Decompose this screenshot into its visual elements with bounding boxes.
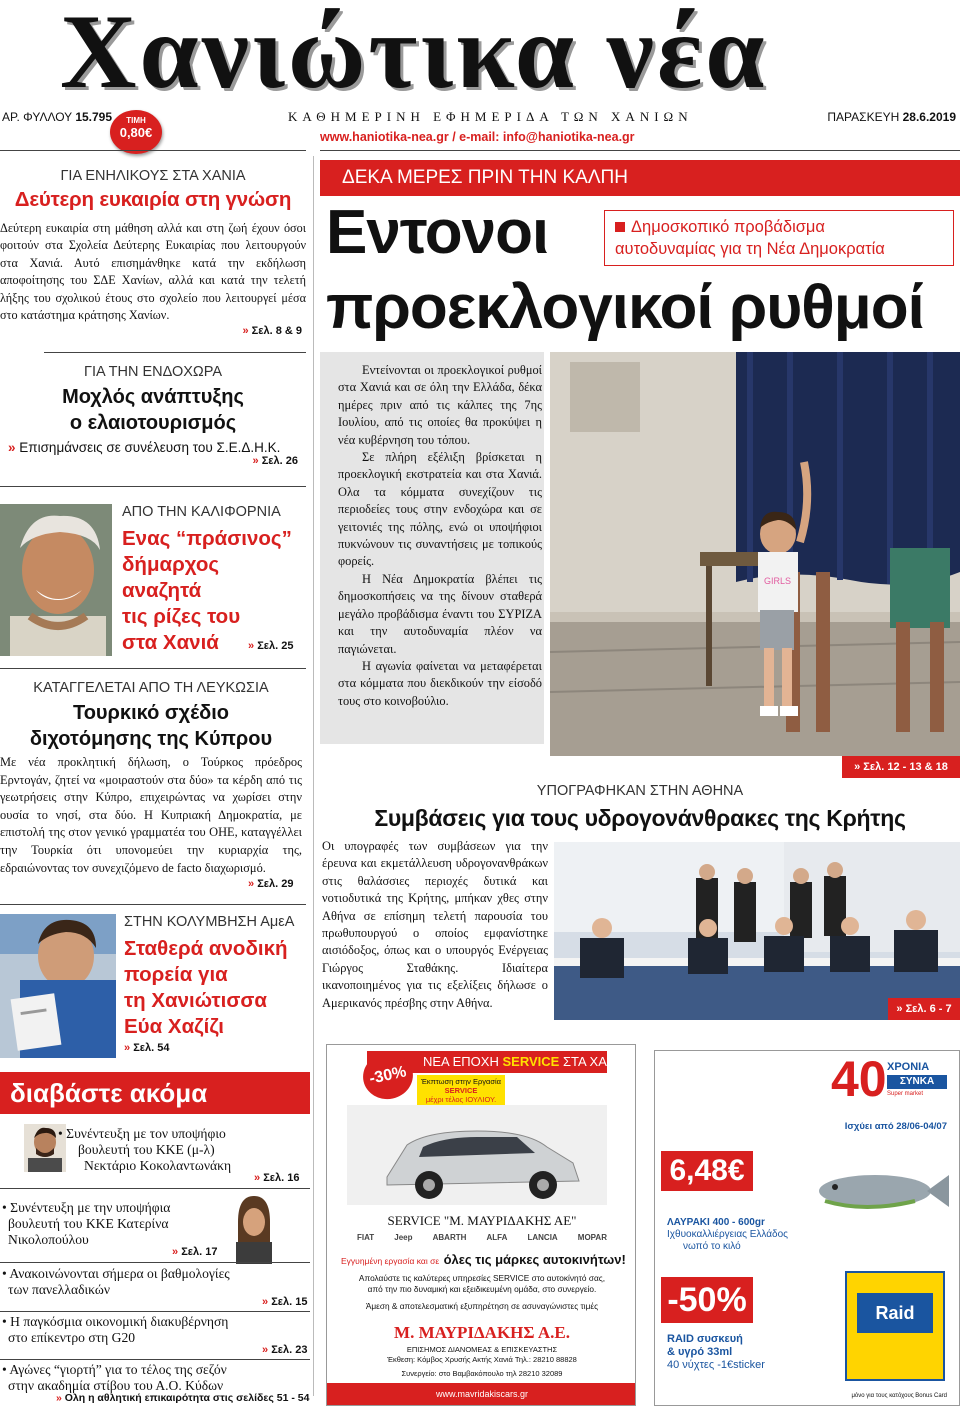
title-line: διχοτόμησης της Κύπρου	[29, 728, 273, 750]
guarantee-pre: Εγγυημένη εργασία και σε	[341, 1256, 440, 1266]
guarantee-big: όλες τις μάρκες αυτοκινήτων!	[443, 1252, 626, 1267]
brand-alfa: ALFA	[486, 1233, 508, 1242]
item-line: βουλευτή του ΚΚΕ (μ-λ)	[78, 1142, 215, 1157]
desc-line: & υγρό 33ml	[667, 1346, 733, 1358]
page-ref[interactable]: » Ολη η αθλητική επικαιρότητα στις σελίδες 51 - 54	[56, 1392, 310, 1404]
ad-synka[interactable]	[654, 1050, 960, 1406]
page-ref[interactable]: » Σελ. 17	[172, 1246, 218, 1258]
item-line: • Αγώνες “γιορτή” για το τέλος της σεζόν	[2, 1362, 227, 1377]
read-more-header	[0, 1072, 310, 1114]
page-ref[interactable]: » Σελ. 29	[248, 878, 294, 890]
item-line: βουλευτή του ΚΚΕ Κατερίνα	[8, 1216, 169, 1231]
price-seabass: 6,48€	[661, 1151, 753, 1191]
synka-logo: ΣΥΝΚΑ	[887, 1075, 947, 1089]
issue-label: ΑΡ. ΦΥΛΛΟΥ	[2, 110, 72, 124]
divider	[0, 1311, 310, 1312]
article-title	[0, 700, 302, 752]
read-more-title: διαβάστε ακόμα	[10, 1078, 208, 1108]
masthead-title: Χανιώτικα νέα	[60, 0, 768, 110]
divider	[0, 1359, 310, 1360]
svg-text:GIRLS: GIRLS	[764, 576, 792, 586]
article-kicker: ΚΑΤΑΓΓΕΛΕΤΑΙ ΑΠΟ ΤΗ ΛΕΥΚΩΣΙΑ	[33, 680, 269, 696]
item-line: στην ακαδημία στίβου του Α.Ο. Κύδων	[8, 1378, 224, 1393]
desc-line: ΛΑΥΡΑΚΙ 400 - 600gr	[667, 1217, 765, 1228]
page-ref-text: Σελ. 26	[261, 455, 298, 467]
article-second-chance[interactable]	[0, 160, 306, 337]
page-ref[interactable]: » Σελ. 26	[252, 455, 298, 467]
divider	[0, 1188, 310, 1189]
ad-description	[327, 1273, 636, 1312]
poll-text: Δημοσκοπικό προβάδισμα	[631, 218, 825, 236]
banner-pre: ΝΕΑ ΕΠΟΧΗ	[423, 1054, 499, 1069]
signing-ceremony-illustration	[554, 842, 960, 1020]
item-line: στο επίκεντρο στη G20	[8, 1330, 136, 1345]
title-line: Τουρκικό σχέδιο	[72, 702, 230, 724]
brand-logos	[357, 1233, 607, 1242]
divider	[0, 668, 306, 669]
read-more-item[interactable]	[2, 1362, 312, 1394]
article-cyprus[interactable]	[0, 676, 302, 877]
page-ref-text: Σελ. 8 & 9	[251, 325, 302, 338]
divider	[320, 150, 960, 151]
page-ref[interactable]: » Σελ. 16	[254, 1172, 300, 1184]
page-ref-text: Σελ. 54	[133, 1042, 170, 1054]
note-line: μέχρι τέλος ΙΟΥΛΙΟΥ.	[425, 1095, 497, 1104]
article-title: Δεύτερη ευκαιρία στη γνώση	[14, 188, 292, 211]
candidate-female-photo	[226, 1192, 282, 1264]
main-paragraph: Εντείνονται οι προεκλογικοί ρυθμοί στα Χανιά και σε όλη την Ελλάδα, δέκα ημέρες πριν από τις κάλπες της 7ης Ιουλίου, από τις οποίες θα προκύψει η νέα κυβέρνηση του τόπου.	[338, 363, 542, 447]
page-ref-text: Σελ. 12 - 13 & 18	[863, 761, 948, 773]
item-line: Νικολοπούλου	[8, 1232, 89, 1247]
article-kicker: ΓΙΑ ΕΝΗΛΙΚΟΥΣ ΣΤΑ ΧΑΝΙΑ	[60, 168, 246, 184]
item-line: Νεκτάριο Κοκολαντωνάκη	[84, 1158, 232, 1173]
article-body: Οι υπογραφές των συμβάσεων για την έρευνα και εκμετάλλευση υδρογονανθράκων στις θαλάσσιες περιοχές δυτικά και νοτιοδυτικά της Κρήτης, μπήκαν χθες στην Αθήνα σε επίσημη τελετή παρουσία του πρωθυπουργού ο οποίος εμφανίστηκε αισιόδοξος, όπως και ο υπουργός Ενέργειας Γιώργος Σταθάκης. Ιδιαίτερα ικανοποιημένος για τις εξελίξεις δήλωσε ο Αμερικανός πρέσβης στην Αθήνα.	[322, 839, 548, 1010]
issue-number	[2, 110, 112, 124]
subtitle-text: Επισημάνσεις σε συνέλευση του Σ.Ε.Δ.Η.Κ.	[19, 440, 281, 455]
mayor-portrait-illustration	[0, 504, 112, 656]
item-line: • Συνέντευξη με την υποψήφια	[2, 1200, 171, 1215]
title-line: αναζητά	[122, 579, 202, 602]
main-poll-box	[604, 210, 954, 266]
mayor-photo	[0, 504, 112, 656]
page-ref-text: Σελ. 17	[181, 1246, 218, 1258]
item-line: • Συνέντευξη με τον υποψήφιο	[58, 1126, 226, 1141]
detail-line: ΕΠΙΣΗΜΟΣ ΔΙΑΝΟΜΕΑΣ & ΕΠΙΣΚΕΥΑΣΤΗΣ	[406, 1345, 558, 1354]
brand-mopar: MOPAR	[577, 1233, 607, 1242]
desc-line: Απολαύστε τις καλύτερες υπηρεσίες SERVICE στο αυτοκίνητό σας,	[358, 1273, 606, 1283]
column-divider	[313, 156, 314, 1396]
desc-line: 40 νύχτες -1€sticker	[667, 1359, 765, 1371]
divider	[0, 150, 306, 151]
company-details	[327, 1345, 636, 1379]
title-line: ο ελαιοτουρισμός	[69, 412, 237, 434]
raid-product	[845, 1271, 945, 1381]
offer-validity: Ισχύει από 28/06-04/07	[844, 1121, 947, 1132]
article-swimmer[interactable]	[124, 914, 306, 1054]
page-ref[interactable]: » Σελ. 23	[262, 1344, 308, 1356]
desc-line: νωπό το κιλό	[683, 1241, 741, 1252]
article-olive-tourism[interactable]	[0, 360, 306, 467]
price-raid: -50%	[661, 1277, 753, 1323]
company-website[interactable]: www.mavridakiscars.gr	[327, 1383, 636, 1405]
item-line: • Η παγκόσμια οικονομική διακυβέρνηση	[2, 1314, 229, 1329]
title-line: πορεία για	[124, 963, 228, 986]
main-paragraph: Η Νέα Δημοκρατία βλέπει τις δημοσκοπήσεις να της δίνουν σταθερά μεγάλο προβάδισμα έναντι του ΣΥΡΙΖΑ και την αυτοδυναμία πλέον να παγιώνεται.	[338, 571, 542, 656]
page-ref-text: Ολη η αθλητική επικαιρότητα στις σελίδες 51 - 54	[64, 1392, 310, 1404]
main-body	[338, 362, 542, 710]
article-kicker: ΑΠΟ ΤΗΝ ΚΑΛΙΦΟΡΝΙΑ	[122, 504, 281, 520]
read-more-item[interactable]	[2, 1200, 232, 1248]
main-paragraph: Η αγωνία φαίνεται να μεταφέρεται στα κόμματα που διεκδικούν την είσοδό τους στο κοινοβούλιο.	[338, 658, 542, 708]
item-line: των πανελλαδικών	[8, 1282, 110, 1297]
raid-desc	[667, 1333, 765, 1372]
main-headline-1: Εντονοι	[326, 198, 549, 267]
issue-day: ΠΑΡΑΣΚΕΥΗ	[827, 110, 900, 124]
page-ref[interactable]: » Σελ. 25	[248, 640, 294, 652]
price-label: ΤΙΜΗ	[126, 116, 146, 125]
banner-service: SERVICE	[502, 1054, 560, 1069]
title-line: Ενας “πράσινος”	[122, 527, 292, 550]
contracts-body	[322, 838, 548, 1012]
issue-value: 15.795	[75, 110, 113, 124]
read-more-item[interactable]	[58, 1126, 308, 1174]
page-ref-text: Σελ. 6 - 7	[905, 1003, 952, 1015]
divider	[0, 904, 306, 905]
car-illustration	[347, 1105, 607, 1205]
item-line: • Ανακοινώνονται σήμερα οι βαθμολογίες	[2, 1266, 230, 1281]
detail-line: Έκθεση: Κόμβος Χρυσής Ακτής Χανιά Τηλ.: 28210 88828	[387, 1355, 577, 1364]
article-kicker: ΥΠΟΓΡΑΦΗΚΑΝ ΣΤΗΝ ΑΘΗΝΑ	[536, 783, 744, 799]
brand-abarth: ABARTH	[432, 1233, 467, 1242]
contracts-page-ref[interactable]: » Σελ. 6 - 7	[888, 998, 960, 1020]
page-ref[interactable]: » Σελ. 8 & 9	[242, 325, 302, 338]
poll-line-2: αυτοδυναμίας για τη Νέα Δημοκρατία	[615, 240, 885, 258]
article-subtitle: » Επισημάνσεις σε συνέλευση του Σ.Ε.Δ.Η.Κ.	[8, 440, 281, 455]
article-kicker: ΣΤΗΝ ΚΟΛΥΜΒΗΣΗ ΑμεΑ	[124, 914, 295, 930]
price-value: 0,80€	[119, 125, 153, 140]
page-ref[interactable]: » Σελ. 15	[262, 1296, 308, 1308]
voting-booth-illustration	[550, 352, 960, 756]
title-line: τις ρίζες του	[122, 605, 241, 628]
main-headline-2: προεκλογικοί ρυθμοί	[326, 273, 924, 342]
ad-mavridakis[interactable]	[326, 1044, 636, 1406]
fish-illustration	[805, 1161, 951, 1221]
discount-badge: -30%	[359, 1048, 417, 1103]
guarantee-line	[341, 1251, 631, 1269]
main-kicker-bar	[320, 160, 960, 196]
article-california-mayor[interactable]	[122, 504, 306, 656]
bonus-card-note: μόνο για τους κατόχους Bonus Card	[851, 1393, 947, 1399]
article-title	[122, 526, 306, 656]
discount-note	[417, 1075, 505, 1106]
poll-line-1	[605, 211, 953, 238]
article-title	[0, 384, 306, 436]
article-hydrocarbons[interactable]	[320, 783, 960, 832]
article-title	[124, 936, 306, 1040]
desc-line: Άμεση & αποτελεσματική εξυπηρέτηση σε ασυναγώνιστες τιμές	[365, 1301, 599, 1311]
article-body: Δεύτερη ευκαιρία στη μάθηση αλλά και στη ζωή έχουν όσοι φοιτούν στα Σχολεία Δεύτερης Ευκαιρίας που λειτουργούν στα Χανιά. Αυτό επισημάνθηκε κατά την εκδήλωση αποφοίτησης του ΣΔΕ Χανίων, αλλά και κατά την τελετή λήξης του σχολικού έτους στο σχολείο που λειτουργεί μέσα στο κατάστημα κράτησης Χανίων.	[0, 221, 306, 323]
divider	[44, 352, 306, 353]
article-body: Με νέα προκλητική δήλωση, ο Τούρκος πρόεδρος Ερντογάν, ζητεί να «μοιραστούν στα δύο» τα κέρδη από τις γεωτρήσεις στην Κύπρο, επιχειρώντας να χωρίσει στην ουσία το νησί, στα δύο. Η Κυπριακή Δημοκρατία, με επιστολή της στον γενικό γραμματέα του ΟΗΕ, καταγγέλλει την Τουρκία ότι υπονομεύει την κυριαρχία της, εδραιώνοντας τον συνεχιζόμενο de facto διαχωρισμό.	[0, 755, 302, 875]
raid-logo: Raid	[857, 1293, 933, 1333]
read-more-item[interactable]	[2, 1266, 308, 1298]
main-paragraph: Σε πλήρη εξέλιξη βρίσκεται η προεκλογική εκστρατεία και στα Χανιά. Ολα τα κόμματα συνεχίζουν τις περιοδείες τους στην ενδοχώρα και σε γειτονιές της πόλης, ενώ οι υποψήφιοι πυκνώνουν τις συναντήσεις με τοπικούς φορείς.	[338, 450, 542, 569]
main-photo	[550, 352, 960, 756]
banner-post: ΣΤΑ ΧΑΝΙΑ!	[562, 1054, 633, 1069]
note-line: SERVICE	[444, 1086, 478, 1095]
page-ref-text: Σελ. 25	[257, 640, 294, 652]
company-name: Μ. ΜΑΥΡΙΔΑΚΗΣ Α.Ε.	[394, 1323, 570, 1342]
title-line: Μοχλός ανάπτυξης	[62, 386, 244, 408]
title-line: δήμαρχος	[122, 553, 220, 576]
anniversary-number: 40	[831, 1051, 887, 1107]
page-ref-text: Σελ. 16	[263, 1172, 300, 1184]
article-kicker: ΓΙΑ ΤΗΝ ΕΝΔΟΧΩΡΑ	[83, 364, 223, 380]
tagline: ΚΑΘΗΜΕΡΙΝΗ ΕΦΗΜΕΡΙΔΑ ΤΩΝ ΧΑΝΙΩΝ	[288, 109, 693, 124]
detail-line: Συνεργείο: στο Βαμβακόπουλο τηλ 28210 32089	[401, 1369, 563, 1378]
synka-sub: Super market	[887, 1091, 924, 1097]
main-kicker: ΔΕΚΑ ΜΕΡΕΣ ΠΡΙΝ ΤΗΝ ΚΑΛΠΗ	[342, 167, 628, 188]
swimmer-photo	[0, 914, 116, 1058]
anniversary-years: ΧΡΟΝΙΑ	[887, 1061, 930, 1073]
website-links[interactable]: www.haniotika-nea.gr / e-mail: info@haniotika-nea.gr	[320, 130, 635, 144]
issue-date-value: 28.6.2019	[902, 110, 956, 124]
issue-date	[827, 110, 956, 124]
title-line: Εύα Χαζίζι	[124, 1015, 224, 1038]
page-ref-text: Σελ. 23	[271, 1344, 308, 1356]
brand-lancia: LANCIA	[527, 1233, 558, 1242]
desc-line: Ιχθυοκαλλιέργειας Ελλάδος	[667, 1229, 788, 1240]
swimmer-portrait-illustration	[0, 914, 116, 1058]
page-ref-text: Σελ. 29	[257, 878, 294, 890]
divider	[0, 1262, 310, 1263]
title-line: τη Χανιώτισσα	[124, 989, 267, 1012]
seabass-desc	[667, 1217, 788, 1253]
main-page-ref[interactable]: » Σελ. 12 - 13 & 18	[842, 756, 960, 778]
brand-jeep: Jeep	[394, 1233, 413, 1242]
brand-fiat: FIAT	[357, 1233, 375, 1242]
article-title: Συμβάσεις για τους υδρογονάνθρακες της Κρήτης	[374, 805, 906, 831]
page-ref-text: Σελ. 15	[271, 1296, 308, 1308]
read-more-item[interactable]	[2, 1314, 308, 1346]
title-line: Σταθερά ανοδική	[124, 937, 288, 960]
service-name: SERVICE "Μ. ΜΑΥΡΙΔΑΚΗΣ ΑΕ"	[387, 1213, 577, 1228]
price-badge	[110, 110, 162, 154]
contracts-photo	[554, 842, 960, 1020]
candidate-female-illustration	[226, 1192, 282, 1264]
title-line: στα Χανιά	[122, 631, 219, 654]
note-line: Έκπτωση στην Εργασία	[421, 1077, 501, 1086]
divider	[0, 486, 306, 487]
desc-line: από την πιο δυναμική και εξειδικευμένη ομάδα, στο συνεργείο.	[367, 1284, 597, 1294]
page-ref[interactable]: » Σελ. 54	[124, 1042, 170, 1054]
desc-line: RAID συσκευή	[667, 1333, 743, 1345]
